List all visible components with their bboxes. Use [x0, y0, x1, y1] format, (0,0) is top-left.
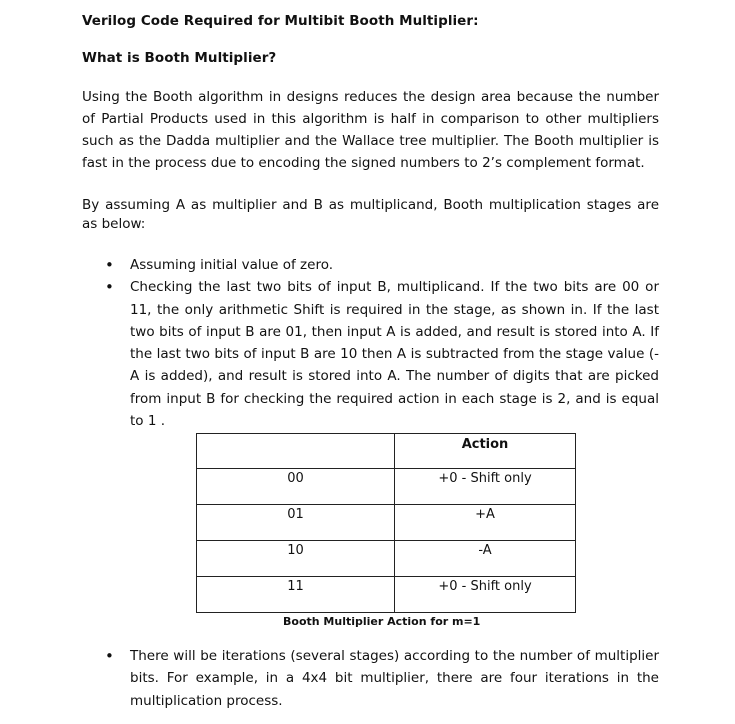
table-header-cell-bits	[197, 434, 395, 469]
table-header-row	[197, 434, 576, 469]
document-title: Verilog Code Required for Multibit Booth Multiplier:	[82, 13, 479, 29]
table-row	[197, 469, 576, 505]
assumption-paragraph: By assuming A as multiplier and B as multiplicand, Booth multiplication stages are as below:	[82, 197, 659, 232]
table-cell-action: +0 - Shift only	[395, 469, 576, 505]
bullet-icon: •	[105, 278, 114, 297]
table-cell-action: +A	[395, 505, 576, 541]
table-row	[197, 541, 576, 577]
list-item	[82, 254, 659, 276]
table-cell-bits: 01	[197, 505, 395, 541]
list-item-text: Checking the last two bits of input B, multiplicand. If the two bits are 00 or 11, the only arithmetic Shift is required in the stage, as shown in. If the last two bits of input B are 01, then input A is added, and result is stored into A. If the last two bits of input B are 10 then A is subtracted from the stage value (-A is added), and result is stored into A. The number of digits that are picked from input B for checking the required action in each stage is 2, and is equal to 1 .	[130, 279, 659, 430]
list-item-text: There will be iterations (several stages) according to the number of multiplier bits. For example, in a 4x4 bit multiplier, there are four iterations in the multiplication process.	[130, 648, 659, 709]
iteration-list	[82, 645, 659, 712]
table-row	[197, 505, 576, 541]
table-row	[197, 577, 576, 613]
bullet-icon: •	[105, 256, 114, 274]
stage-list	[82, 254, 659, 432]
table-caption: Booth Multiplier Action for m=1	[283, 615, 481, 628]
booth-action-table	[196, 433, 576, 613]
bullet-icon: •	[105, 647, 114, 665]
table-cell-action: +0 - Shift only	[395, 577, 576, 613]
list-item-text: Assuming initial value of zero.	[130, 257, 334, 273]
intro-paragraph: Using the Booth algorithm in designs reduces the design area because the number of Partial Products used in this algorithm is half in comparison to other multipliers such as the Dadda multiplier and the Wallace tree multiplier. The Booth multiplier is fast in the process due to encoding the signed numbers to 2’s complement format.	[82, 89, 659, 171]
table-header-cell-action: Action	[395, 434, 576, 469]
table-cell-bits: 11	[197, 577, 395, 613]
table-cell-bits: 10	[197, 541, 395, 577]
list-item	[82, 645, 659, 712]
table-cell-action: -A	[395, 541, 576, 577]
section-heading: What is Booth Multiplier?	[82, 50, 277, 66]
table-cell-bits: 00	[197, 469, 395, 505]
list-item	[82, 276, 659, 432]
